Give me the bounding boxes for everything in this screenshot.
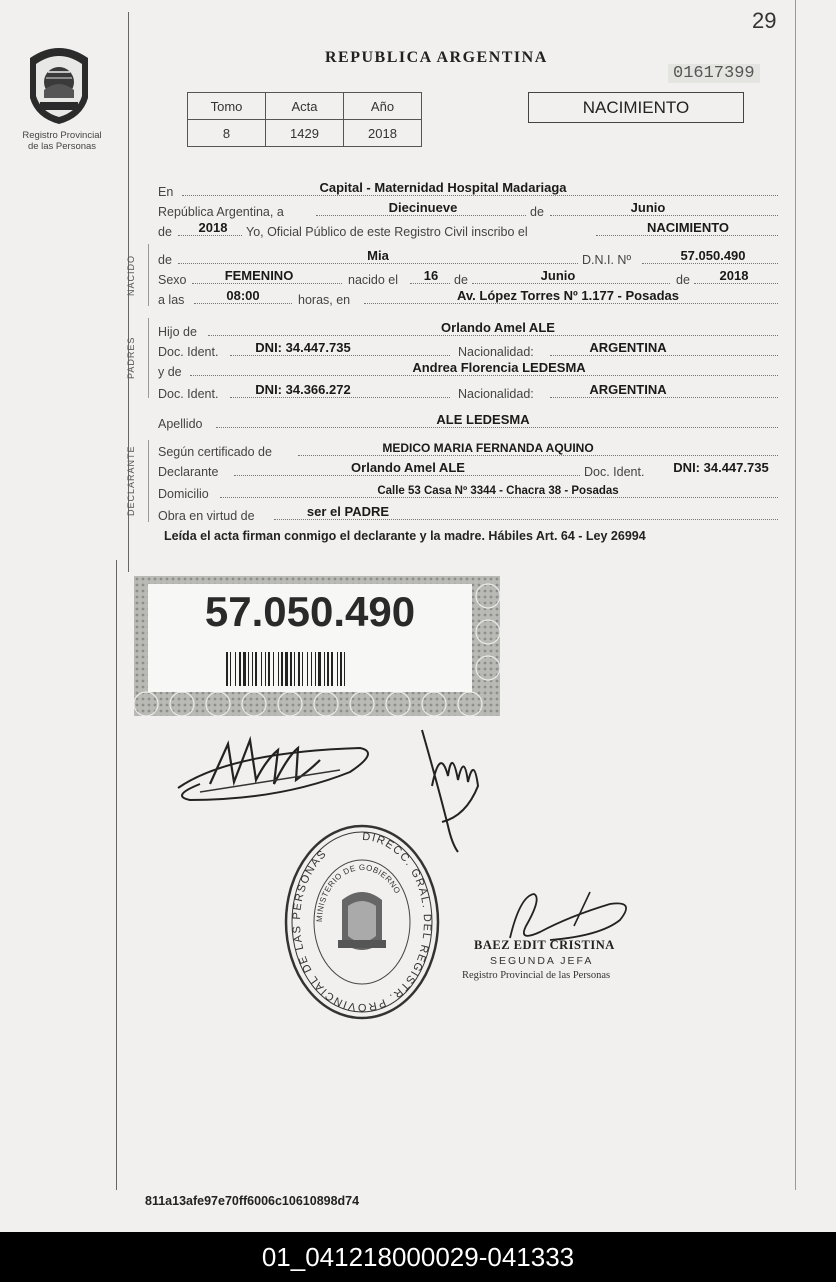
label-hijo-de: Hijo de	[158, 325, 197, 339]
dots	[182, 195, 778, 196]
label-nac-madre: Nacionalidad:	[458, 387, 534, 401]
label-dni: D.N.I. Nº	[582, 253, 632, 267]
dots	[364, 303, 778, 304]
logo-caption	[10, 130, 114, 152]
seal-ring-text: DIRECC. GRAL. DEL REGISTR. PROVINCIAL DE LAS PERSONAS	[290, 830, 434, 1014]
section-label-declarante: DECLARANTE	[126, 445, 136, 517]
row-obra	[158, 504, 778, 523]
label-domicilio: Domicilio	[158, 487, 209, 501]
dots	[230, 355, 450, 356]
page-number: 29	[752, 8, 777, 33]
dots	[220, 497, 778, 498]
value-padre-doc: DNI: 34.447.735	[255, 340, 351, 355]
officer-signature	[490, 886, 640, 946]
label-nac-padre: Nacionalidad:	[458, 345, 534, 359]
row-y-de	[158, 360, 778, 379]
value-obra: ser el PADRE	[306, 504, 390, 519]
label-horas-en: horas, en	[298, 293, 351, 307]
sticker-dni-number: 57.050.490	[204, 588, 416, 635]
label-doc-declarante: Doc. Ident.	[584, 465, 645, 479]
value-madre-nac: ARGENTINA	[589, 382, 667, 397]
row-apellido	[158, 412, 778, 431]
dots	[410, 283, 450, 284]
value-sexo: FEMENINO	[224, 268, 294, 283]
value-nombre: Mia	[367, 248, 389, 263]
officer-name: BAEZ EDIT CRISTINA	[474, 938, 615, 952]
row-certificado	[158, 440, 778, 459]
dots	[550, 355, 778, 356]
label-obra: Obra en virtud de	[158, 509, 255, 523]
value-mes-nac: Junio	[540, 268, 576, 283]
value-padre-nac: ARGENTINA	[589, 340, 667, 355]
row-anio-inscribo	[158, 220, 778, 239]
value-madre: Andrea Florencia LEDESMA	[412, 360, 586, 375]
registry-table-value-row	[188, 120, 422, 147]
row-madre-doc	[158, 382, 778, 401]
left-margin-line-lower	[116, 560, 117, 1190]
dots	[550, 397, 778, 398]
row-hijo-de	[158, 320, 778, 339]
registry-header-anio: Año	[344, 93, 422, 120]
declarant-signature	[170, 730, 380, 810]
value-domicilio: Calle 53 Casa Nº 3344 - Chacra 38 - Posadas	[377, 485, 619, 497]
section-label-nacido: NACIDO	[126, 254, 136, 296]
row-sexo	[158, 268, 778, 287]
value-padre: Orlando Amel ALE	[441, 320, 555, 335]
value-madre-doc: DNI: 34.366.272	[255, 382, 351, 397]
row-nombre	[158, 248, 778, 267]
dots	[192, 283, 342, 284]
label-de3: de	[454, 273, 468, 287]
label-de2: de	[158, 225, 172, 239]
sticker-panel	[148, 584, 472, 692]
label-y-de: y de	[158, 365, 182, 379]
value-anio-nac: 2018	[719, 268, 749, 283]
label-en: En	[158, 185, 174, 199]
file-id-footer: 01_041218000029-041333	[0, 1232, 836, 1282]
value-mes: Junio	[630, 200, 666, 215]
dots	[316, 215, 526, 216]
registry-seal	[282, 822, 442, 1022]
label-apellido: Apellido	[158, 417, 203, 431]
registry-header-tomo: Tomo	[188, 93, 266, 120]
label-de-nombre: de	[158, 253, 172, 267]
value-inscribo: NACIMIENTO	[646, 220, 730, 235]
row-en	[158, 180, 778, 199]
value-hora: 08:00	[226, 288, 260, 303]
value-declarante-doc: DNI: 34.447.735	[673, 460, 769, 475]
value-dia: Diecinueve	[388, 200, 458, 215]
label-republica: República Argentina, a	[158, 205, 284, 219]
serial-number: 01617399	[668, 64, 760, 83]
label-de: de	[530, 205, 544, 219]
dots	[216, 427, 778, 428]
label-yo: Yo, Oficial Público de este Registro Civil inscribo el	[246, 225, 528, 239]
dots	[694, 283, 778, 284]
dots	[596, 235, 778, 236]
value-declarante: Orlando Amel ALE	[351, 460, 465, 475]
dots	[230, 397, 450, 398]
label-declarante: Declarante	[158, 465, 219, 479]
row-domicilio	[158, 482, 778, 501]
document-hash: 811a13afe97e70ff6006c10610898d74	[145, 1194, 360, 1208]
document-title: REPUBLICA ARGENTINA	[325, 49, 548, 66]
dots	[472, 283, 670, 284]
row-hora	[158, 288, 778, 307]
label-doc-madre: Doc. Ident.	[158, 387, 219, 401]
dots	[208, 335, 778, 336]
value-lugar: Capital - Maternidad Hospital Madariaga	[319, 180, 567, 195]
label-doc-padre: Doc. Ident.	[158, 345, 219, 359]
seal-inner-text: MINISTERIO DE GOBIERNO	[314, 862, 403, 923]
dots	[178, 235, 242, 236]
row-declarante	[158, 460, 778, 479]
value-dni: 57.050.490	[680, 248, 746, 263]
value-dia-nac: 16	[423, 268, 439, 283]
value-anio: 2018	[198, 220, 228, 235]
value-lugar-nac: Av. López Torres Nº 1.177 - Posadas	[457, 288, 679, 303]
act-type-box: NACIMIENTO	[528, 92, 744, 123]
registry-header-acta: Acta	[266, 93, 344, 120]
officer-role: SEGUNDA JEFA	[490, 955, 594, 967]
registry-table-header-row	[188, 93, 422, 120]
row-padre-doc	[158, 340, 778, 359]
registry-value-tomo: 8	[188, 120, 266, 147]
dots	[190, 375, 778, 376]
section-label-padres: PADRES	[126, 336, 136, 380]
dots	[274, 519, 778, 520]
registry-value-anio: 2018	[344, 120, 422, 147]
legal-clause: Leída el acta firman conmigo el declarante y la madre. Hábiles Art. 64 - Ley 26994	[164, 529, 646, 543]
dots	[298, 455, 778, 456]
logo-caption-line1: Registro Provincial	[22, 130, 102, 141]
label-de4: de	[676, 273, 690, 287]
dni-sticker	[134, 576, 500, 716]
row-republica	[158, 200, 778, 219]
dots	[178, 263, 578, 264]
officer-organization: Registro Provincial de las Personas	[462, 970, 611, 981]
province-shield-logo	[22, 42, 96, 126]
right-margin-line	[795, 0, 796, 1190]
dots	[550, 215, 778, 216]
label-certificado: Según certificado de	[158, 445, 272, 459]
registry-value-acta: 1429	[266, 120, 344, 147]
dots	[234, 475, 580, 476]
label-sexo: Sexo	[158, 273, 187, 287]
barcode-icon	[226, 652, 406, 686]
label-a-las: a las	[158, 293, 185, 307]
dots	[642, 263, 778, 264]
value-certificado: MEDICO MARIA FERNANDA AQUINO	[382, 441, 594, 455]
value-apellido: ALE LEDESMA	[436, 412, 530, 427]
dots	[194, 303, 292, 304]
label-nacido-el: nacido el	[348, 273, 399, 287]
logo-caption-line2: de las Personas	[27, 141, 97, 152]
registry-table	[187, 92, 422, 147]
